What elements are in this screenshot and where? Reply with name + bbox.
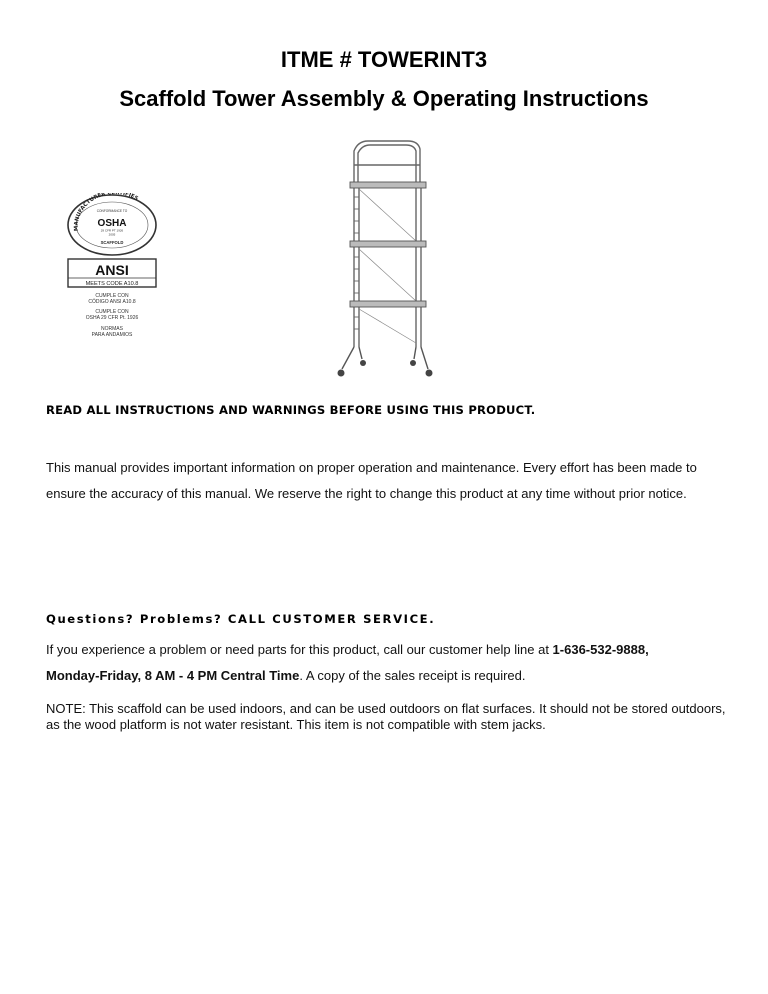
item-number-heading: ITME # TOWERINT3 <box>280 47 488 72</box>
customer-service-heading: Questions? Problems? CALL CUSTOMER SERVICE. <box>46 612 436 626</box>
service-hours: Monday-Friday, 8 AM - 4 PM Central Time <box>46 667 300 683</box>
intro-paragraph: This manual provides important information on proper operation and maintenance. Every effort has been made to ensure the accuracy of this manual. We reserve the right to change this product at any time without prior notice. <box>46 460 697 501</box>
seal-cfr: 29 CFR PT 1926 <box>100 228 124 233</box>
cumple-line-2: CUMPLE CON <box>95 309 129 315</box>
seal-year: 2005 <box>108 232 116 237</box>
cumple-line-1: CUMPLE CON <box>95 293 129 299</box>
osha-cfr-line: OSHA 29 CFR Pt. 1926 <box>85 315 139 321</box>
scaffold-tower-illustration <box>328 137 438 392</box>
service-phone: 1-636-532-9888, <box>552 642 649 657</box>
certification-logos <box>62 193 162 358</box>
ansi-meets-code: MEETS CODE A10.8 <box>85 281 139 287</box>
service-text-before: If you experience a problem or need parts for this product, call our customer help line at <box>46 642 553 657</box>
note-paragraph: NOTE: This scaffold can be used indoors, and can be used outdoors on flat surfaces. It should not be stored outdoors, as the wood platform is not water resistant. This item is not compatible with stem jacks. <box>46 701 726 732</box>
seal-osha: OSHA <box>97 218 127 229</box>
warning-heading: READ ALL INSTRUCTIONS AND WARNINGS BEFORE USING THIS PRODUCT. <box>46 403 536 417</box>
andamios-line: PARA ANDAMIOS <box>91 332 133 338</box>
ansi-label: ANSI <box>95 262 129 278</box>
service-text-after: . A copy of the sales receipt is required. <box>299 667 526 683</box>
scaffold-icon <box>328 137 438 387</box>
normas-line: NORMAS <box>101 326 123 332</box>
customer-service-paragraph <box>46 637 726 688</box>
seal-top-text: MANUFACTURER CERTIFIES <box>73 193 140 232</box>
seal-bottom: SCAFFOLD <box>100 240 124 245</box>
codigo-line: CÓDIGO ANSI A10.8 <box>88 299 136 305</box>
seal-conformance: CONFORMANCE TO <box>96 209 128 213</box>
document-title: Scaffold Tower Assembly & Operating Instructions <box>119 86 649 111</box>
osha-seal-logo <box>62 193 162 353</box>
